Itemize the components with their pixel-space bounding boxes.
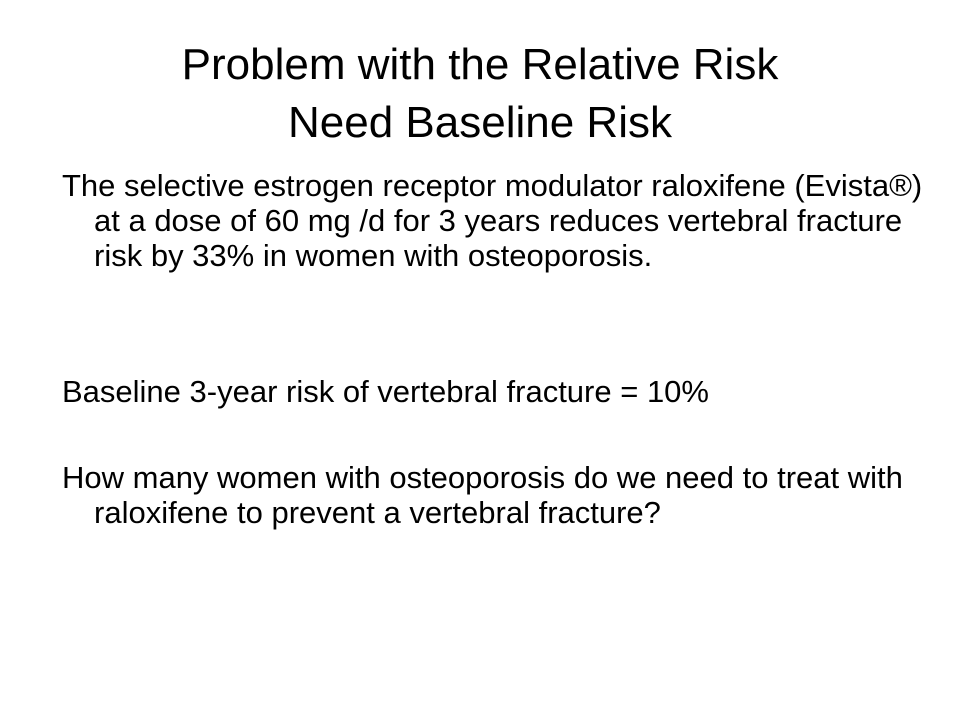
paragraph-question: How many women with osteoporosis do we need to treat with raloxifene to prevent a vertebral fracture? [62, 460, 903, 530]
paragraph-baseline-risk: Baseline 3-year risk of vertebral fracture = 10% [62, 374, 709, 409]
title-line-2: Need Baseline Risk [288, 98, 672, 147]
slide-title [0, 36, 960, 152]
title-line-1: Problem with the Relative Risk [181, 40, 779, 89]
paragraph-raloxifene-effect: The selective estrogen receptor modulator raloxifene (Evista®) at a dose of 60 mg /d for 3 years reduces vertebral fracture risk by 33% in women with osteoporosis. [62, 168, 923, 273]
